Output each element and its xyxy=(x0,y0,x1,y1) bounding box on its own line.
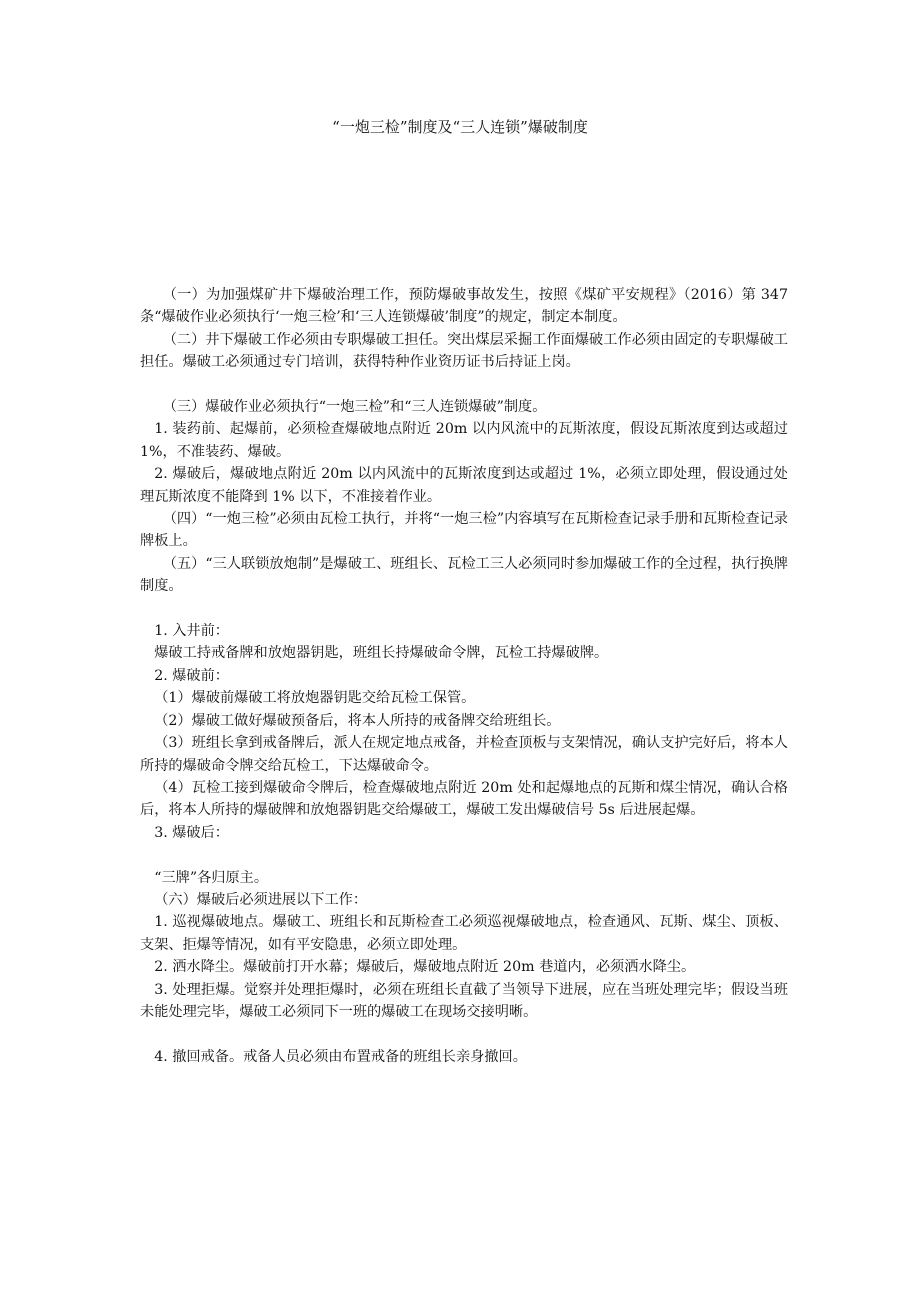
section-before-blasting: 2. 爆破前： xyxy=(154,667,229,684)
blank-line xyxy=(140,374,788,396)
blank-line xyxy=(140,844,788,866)
paragraph-3-item-1: 1. 装药前、起爆前，必须检查爆破地点附近 20m 以内风流中的瓦斯浓度，假设瓦斯浓度到达或超过 1%，不准装药、爆破。 xyxy=(140,421,788,460)
paragraph-5: （五）“三人联锁放炮制”是爆破工、班组长、瓦检工三人必须同时参加爆破工作的全过程，执行换牌制度。 xyxy=(140,555,788,595)
paragraph-6-item-2: 2. 洒水降尘。爆破前打开水幕；爆破后，爆破地点附近 20m 巷道内，必须洒水降尘。 xyxy=(154,959,696,976)
paragraph-3: （三）爆破作业必须执行“一炮三检”和“三人连锁爆破”制度。 xyxy=(162,399,547,416)
paragraph-6-item-3: 3. 处理拒爆。觉察并处理拒爆时，必须在班组长直截了当领导下进展，应在当班处理完毕；假设当班未能处理完毕，爆破工必须同下一班的爆破工在现场交接明晰。 xyxy=(140,981,788,1020)
document-body xyxy=(140,284,788,1068)
before-blasting-step-1: （1）爆破前爆破工将放炮器钥匙交给瓦检工保管。 xyxy=(154,690,476,707)
blank-line xyxy=(140,598,788,620)
paragraph-6-item-4: 4. 撤回戒备。戒备人员必须由布置戒备的班组长亲身撤回。 xyxy=(154,1048,527,1065)
blank-line xyxy=(140,1023,788,1045)
before-blasting-step-4: （4）瓦检工接到爆破命令牌后，检查爆破地点附近 20m 处和起爆地点的瓦斯和煤尘情况，确认合格后，将本人所持的爆破牌和放炮器钥匙交给爆破工，爆破工发出爆破信号 5s 后进展起爆。 xyxy=(140,779,788,819)
before-blasting-step-3: （3）班组长拿到戒备牌后，派人在规定地点戒备，并检查顶板与支架情况，确认支护完好后，将本人所持的爆破命令牌交给瓦检工，下达爆破命令。 xyxy=(140,735,788,774)
paragraph-1: （一）为加强煤矿井下爆破治理工作，预防爆破事故发生，按照《煤矿平安规程》（2016）第 347 条“爆破作业必须执行‘一炮三检’和‘三人连锁爆破’制度”的规定，制定本制度。 xyxy=(140,287,788,326)
document-title: “一炮三检”制度及“三人连锁”爆破制度 xyxy=(332,118,588,136)
paragraph-4: （四）“一炮三检”必须由瓦检工执行，并将“一炮三检”内容填写在瓦斯检查记录手册和瓦斯检查记录牌板上。 xyxy=(140,511,788,550)
paragraph-3-item-2: 2. 爆破后，爆破地点附近 20m 以内风流中的瓦斯浓度到达或超过 1%，必须立即处理，假设通过处理瓦斯浓度不能降到 1% 以下，不准接着作业。 xyxy=(140,466,788,505)
before-entering-text: 爆破工持戒备牌和放炮器钥匙，班组长持爆破命令牌，瓦检工持爆破牌。 xyxy=(154,645,609,662)
paragraph-2: （二）井下爆破工作必须由专职爆破工担任。突出煤层采掘工作面爆破工作必须由固定的专职爆破工担任。爆破工必须通过专门培训，获得特种作业资历证书后持证上岗。 xyxy=(140,331,788,371)
section-before-entering: 1. 入井前： xyxy=(154,623,229,640)
three-plates-return: “三牌”各归原主。 xyxy=(154,869,269,886)
before-blasting-step-2: （2）爆破工做好爆破预备后，将本人所持的戒备牌交给班组长。 xyxy=(154,712,561,729)
paragraph-6-item-1: 1. 巡视爆破地点。爆破工、班组长和瓦斯检查工必须巡视爆破地点，检查通风、瓦斯、煤尘、顶板、支架、拒爆等情况，如有平安隐患，必须立即处理。 xyxy=(140,914,788,953)
paragraph-6: （六）爆破后必须进展以下工作： xyxy=(154,891,368,908)
section-after-blasting: 3. 爆破后： xyxy=(154,824,229,841)
